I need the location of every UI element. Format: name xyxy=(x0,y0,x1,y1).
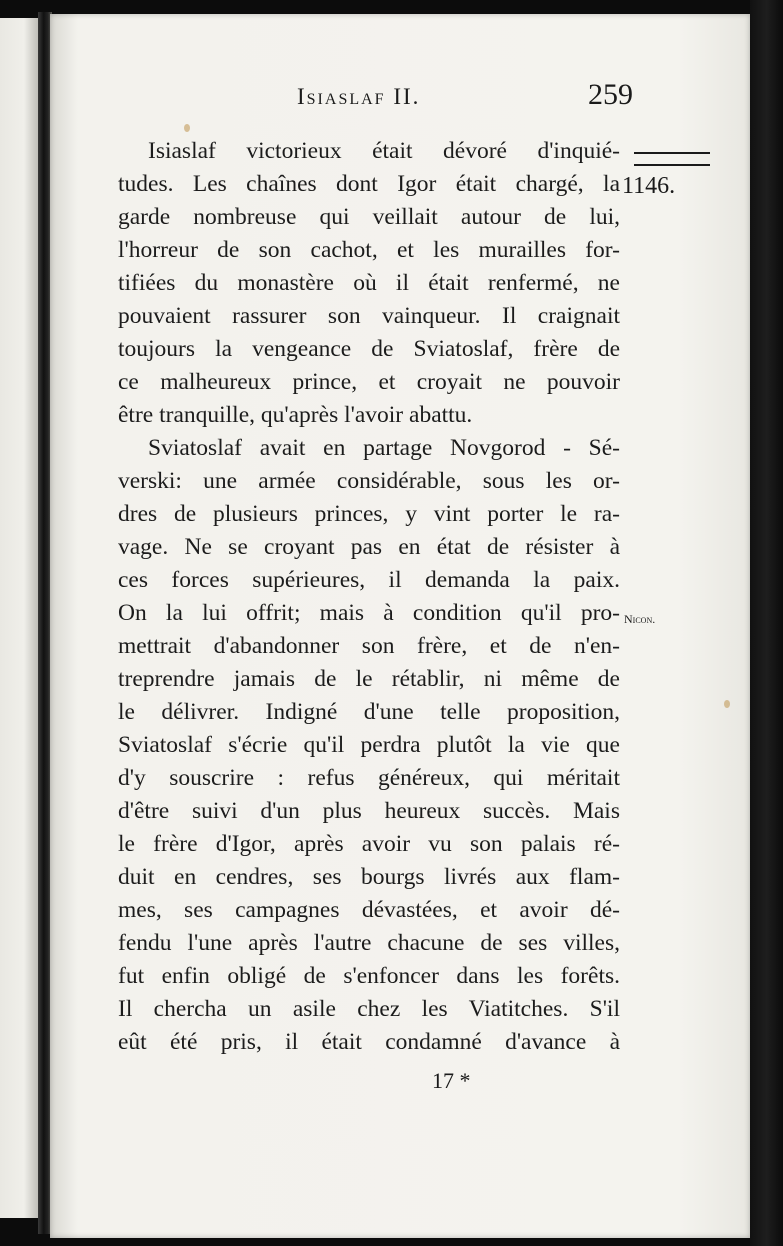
body-text xyxy=(118,135,620,1059)
text-line: pouvaient rassurer son vainqueur. Il craignait xyxy=(118,303,620,329)
text-line: Il chercha un asile chez les Viatitches. S'il xyxy=(118,996,620,1022)
text-line: Sviatoslaf s'écrie qu'il perdra plutôt la vie que xyxy=(118,732,620,758)
paper-spot xyxy=(724,700,730,708)
text-line: mettrait d'abandonner son frère, et de n'en- xyxy=(118,633,620,659)
text-line: verski: une armée considérable, sous les or- xyxy=(118,468,620,494)
text-line: tudes. Les chaînes dont Igor était chargé, la xyxy=(118,171,620,197)
text-line: d'être suivi d'un plus heureux succès. Mais xyxy=(118,798,620,824)
text-line: On la lui offrit; mais à condition qu'il pro- xyxy=(118,600,620,626)
running-title: Isiaslaf II. xyxy=(297,84,421,109)
text-line: garde nombreuse qui veillait autour de lui, xyxy=(118,204,620,230)
text-line: fut enfin obligé de s'enfoncer dans les forêts. xyxy=(118,963,620,989)
text-line: ces forces supérieures, il demanda la paix. xyxy=(118,567,620,593)
text-line: Isiaslaf victorieux était dévoré d'inquié- xyxy=(148,138,620,164)
text-line: fendu l'une après l'autre chacune de ses villes, xyxy=(118,930,620,956)
signature-mark: 17 * xyxy=(432,1068,471,1093)
text-line: Sviatoslaf avait en partage Novgorod - Sé- xyxy=(148,435,620,461)
left-page-edge xyxy=(0,18,40,1218)
text-line: tifiées du monastère où il était renfermé, ne xyxy=(118,270,620,296)
margin-rule xyxy=(634,152,710,166)
text-line: dres de plusieurs princes, y vint porter le ra- xyxy=(118,501,620,527)
text-line: le délivrer. Indigné d'une telle proposition, xyxy=(118,699,620,725)
margin-year: 1146. xyxy=(622,173,676,199)
text-line: ce malheureux prince, et croyait ne pouvoir xyxy=(118,369,620,395)
text-line: eût été pris, il était condamné d'avance à xyxy=(118,1029,620,1055)
text-line: le frère d'Igor, après avoir vu son palais ré- xyxy=(118,831,620,857)
paper-spot xyxy=(184,124,190,132)
margin-source-note: Nicon. xyxy=(624,612,656,626)
text-line: treprendre jamais de le rétablir, ni même de xyxy=(118,666,620,692)
text-line: être tranquille, qu'après l'avoir abattu. xyxy=(118,402,473,428)
page-number: 259 xyxy=(588,78,633,111)
text-line: mes, ses campagnes dévastées, et avoir dé- xyxy=(118,897,620,923)
text-line: vage. Ne se croyant pas en état de résister à xyxy=(118,534,620,560)
text-line: d'y souscrire : refus généreux, qui méritait xyxy=(118,765,620,791)
text-line: l'horreur de son cachot, et les murailles for- xyxy=(118,237,620,263)
text-line: duit en cendres, ses bourgs livrés aux flam- xyxy=(118,864,620,890)
text-line: toujours la vengeance de Sviatoslaf, frère de xyxy=(118,336,620,362)
right-background-edge xyxy=(750,0,783,1246)
